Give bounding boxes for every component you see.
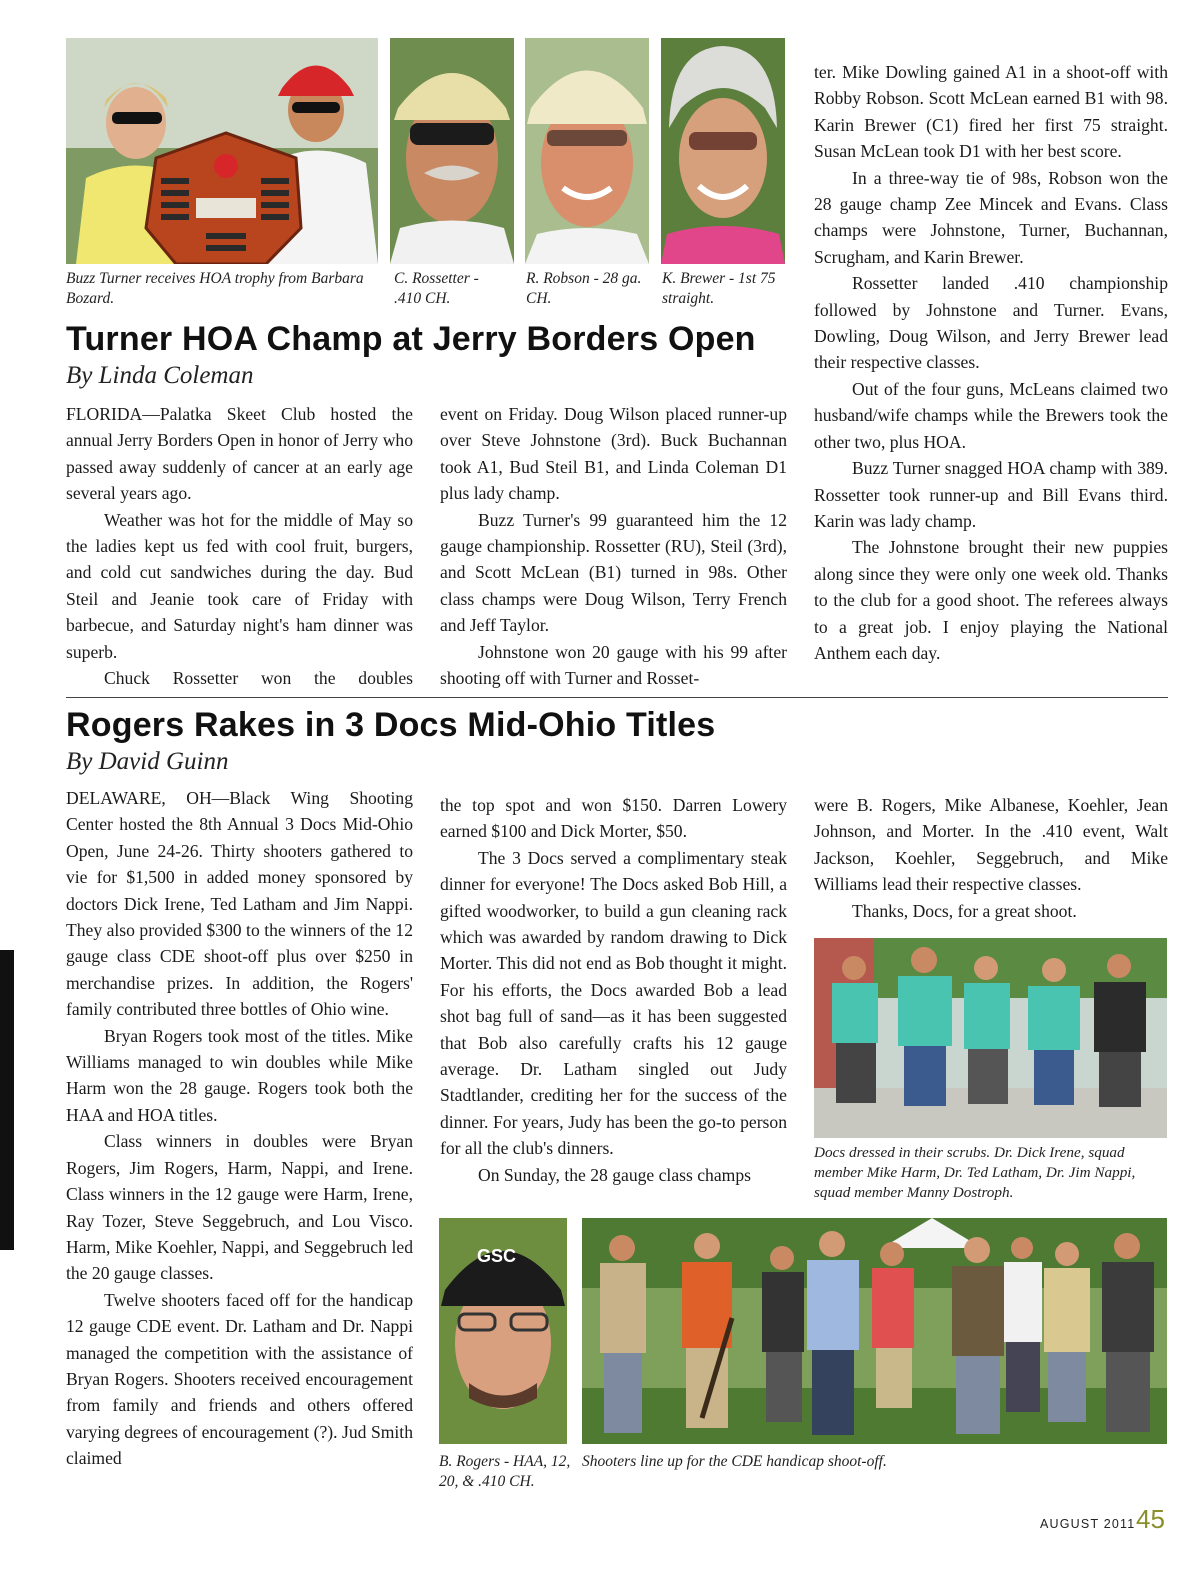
paragraph: Out of the four guns, McLeans claimed two husband/wife champs while the Brewers took the other two, plus HOA.	[814, 378, 1168, 452]
photo-rossetter	[390, 38, 514, 264]
paragraph: Thanks, Docs, for a great shoot.	[852, 900, 1077, 921]
paragraph: Weather was hot for the middle of May so the ladies kept us fed with cool fruit, burgers, and cold cut sandwiches during the day. Bud Steil and Jeanie took care of Friday with barbecue, and Saturday night's ham dinner was superb.	[66, 509, 413, 662]
article1-column-3	[814, 59, 1168, 666]
paragraph: The 3 Docs served a complimentary steak dinner for everyone! The Docs asked Bob Hill, a gifted woodworker, to build a gun cleaning rack which was awarded by random drawing to Dick Morter. This did not end as Bob thought it might. For his efforts, the Docs awarded Bob a lead shot bag full of sand—as it has been suggested that Bob also carefully crafts his 12 gauge average. Dr. Latham singled out Judy Stadtlander, crediting her for the success of the dinner. For years, Judy has been the go-to person for all the club's dinners.	[440, 847, 787, 1159]
photo-brewer	[661, 38, 785, 264]
caption-brewer: K. Brewer - 1st 75 straight.	[662, 270, 776, 307]
article2-column-2	[440, 792, 787, 1188]
article1-column-1	[66, 401, 413, 691]
paragraph: DELAWARE, OH—Black Wing Shooting Center hosted the 8th Annual 3 Docs Mid-Ohio Open, June 24-26. Thirty shooters gathered to vie for $1,500 in added money sponsored by doctors Dick Irene, Ted Latham and Jim Nappi. They also provided $300 to the winners of the 12 gauge class CDE shoot-off plus over $250 in merchandise prizes. In addition, the Rogers' family contributed three bottles of Ohio wine.	[66, 788, 413, 1020]
paragraph: Johnstone won 20 gauge with his 99 after shooting off with Turner and Rosset-	[440, 641, 787, 689]
cap-logo-text: GSC	[477, 1246, 517, 1266]
caption-turner-trophy: Buzz Turner receives HOA trophy from Barbara Bozard.	[66, 270, 364, 307]
caption-docs-scrubs: Docs dressed in their scrubs. Dr. Dick Irene, squad member Mike Harm, Dr. Ted Latham, Dr. Jim Nappi, squad member Manny Dostroph.	[814, 1144, 1136, 1201]
paragraph: Twelve shooters faced off for the handicap 12 gauge CDE event. Dr. Latham and Dr. Nappi managed the competition with the assistance of Bryan Rogers. Shooters received encouragement from family and friends and others offered varying degrees of encouragement (?). Jud Smith claimed	[66, 1289, 413, 1469]
paragraph: Chuck Rossetter won the doubles	[104, 668, 413, 689]
photo-docs-scrubs	[814, 938, 1167, 1138]
paragraph: The Johnstone brought their new puppies along since they were only one week old. Thanks to the club for a good shoot. The referees always to a great job. I enjoy playing the National Anthem each day.	[814, 537, 1168, 663]
paragraph: Bryan Rogers took most of the titles. Mike Williams managed to win doubles while Mike Harm won the 28 gauge. Rogers took both the HAA and HOA titles.	[66, 1025, 413, 1125]
article2-byline: By David Guinn	[66, 748, 229, 775]
article2-column-1	[66, 785, 413, 1472]
caption-b-rogers: B. Rogers - HAA, 12, 20, & .410 CH.	[439, 1453, 571, 1490]
article1-headline: Turner HOA Champ at Jerry Borders Open	[66, 320, 756, 358]
paragraph: Buzz Turner's 99 guaranteed him the 12 gauge championship. Rossetter (RU), Steil (3rd), and Scott McLean (B1) turned in 98s. Other class champs were Doug Wilson, Terry French and Jeff Taylor.	[440, 509, 787, 636]
paragraph: Class winners in doubles were Bryan Rogers, Jim Rogers, Harm, Nappi, and Irene. Class winners in the 12 gauge were Harm, Irene, Ray Tozer, Steve Seggebruch, and Lou Visco. Harm, Mike Koehler, Nappi, and Seggebruch led the 20 gauge classes.	[66, 1131, 413, 1284]
photo-shooters-lineup	[582, 1218, 1167, 1444]
caption-robson: R. Robson - 28 ga. CH.	[526, 270, 642, 307]
paragraph: were B. Rogers, Mike Albanese, Koehler, Jean Johnson, and Morter. In the .410 event, Walt Jackson, Koehler, Seggebruch, and Mike Williams lead their respective classes.	[814, 795, 1168, 895]
paragraph: the top spot and won $150. Darren Lowery earned $100 and Dick Morter, $50.	[440, 795, 787, 842]
paragraph: FLORIDA—Palatka Skeet Club hosted the annual Jerry Borders Open in honor of Jerry who passed away suddenly of cancer at an early age several years ago.	[66, 404, 413, 504]
paragraph: event on Friday. Doug Wilson placed runner-up over Steve Johnstone (3rd). Buck Buchannan took A1, Bud Steil B1, and Linda Coleman D1 plus lady champ.	[440, 404, 787, 504]
paragraph: ter. Mike Dowling gained A1 in a shoot-off with Robby Robson. Scott McLean earned B1 with 98. Karin Brewer (C1) fired her first 75 straight. Susan McLean took D1 with her best score.	[814, 62, 1168, 162]
photo-turner-trophy	[66, 38, 378, 264]
issue-date: AUGUST 2011	[1040, 1517, 1136, 1531]
caption-rossetter: C. Rossetter - .410 CH.	[394, 270, 479, 307]
paragraph: In a three-way tie of 98s, Robson won the 28 gauge champ Zee Mincek and Evans. Class champs were Johnstone, Turner, Buchannan, Scrugham, and Karin Brewer.	[814, 167, 1168, 267]
paragraph: Buzz Turner snagged HOA champ with 389. Rossetter took runner-up and Bill Evans third. Karin was lady champ.	[814, 458, 1168, 531]
page-number: 45	[1136, 1504, 1165, 1534]
article2-headline: Rogers Rakes in 3 Docs Mid-Ohio Titles	[66, 706, 716, 744]
photo-robson	[525, 38, 649, 264]
paragraph: Rossetter landed .410 championship followed by Johnstone and Turner. Evans, Dowling, Doug Wilson, and Jerry Brewer lead their respective classes.	[814, 273, 1168, 373]
article1-byline: By Linda Coleman	[66, 362, 254, 389]
article2-column-3	[814, 792, 1168, 924]
caption-shooters-lineup: Shooters line up for the CDE handicap shoot-off.	[582, 1453, 887, 1470]
paragraph: On Sunday, the 28 gauge class champs	[478, 1164, 751, 1185]
scan-edge-strip	[0, 950, 14, 1250]
article1-column-2	[440, 401, 787, 691]
photo-b-rogers	[439, 1218, 567, 1444]
section-divider	[66, 697, 1168, 698]
